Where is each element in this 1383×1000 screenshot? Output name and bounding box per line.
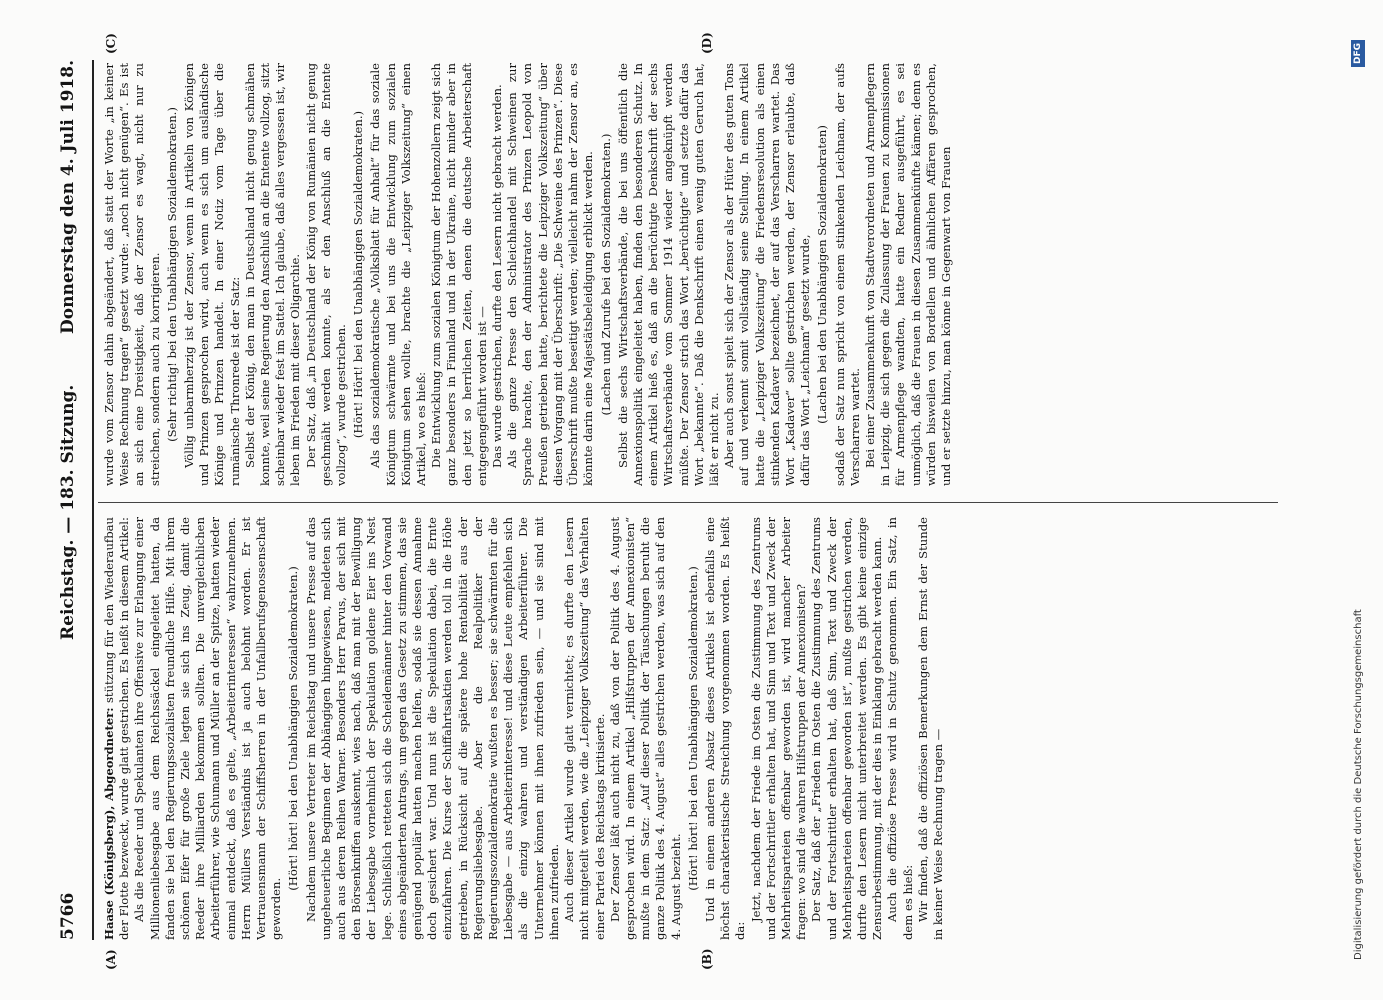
- quote-paragraph: Wir finden, daß die offiziösen Bemerkungen dem Ernst der Stunde in keiner Weise Rechnung tragen —: [915, 517, 945, 940]
- paragraph: Bei einer Zusammenkunft von Stadtverordneten und Armenpflegern in Leipzig, die sich gegen die Zulassung der Frauen zu Kommissionen für Armenpflege wandten, hatte ein Redner ausgeführt, es sei unmöglich, daß die Frauen in diesen Zusammenkünfte kämen; denn es würden bisweilen von Bordellen und ähnlichen Affären gesprochen, und er setzte hinzu, man könne in Gegenwart von Frauen: [862, 63, 953, 486]
- paragraph: Das wurde gestrichen, durfte den Lesern nicht gebracht werden.: [490, 84, 505, 468]
- paragraph: Als die ganze Presse den Schleichhandel mit Schweinen zur Sprache brachte, den der Administrator des Prinzen Leopold von Preußen getrieben hatte, berichtete die Leipziger Volkszeitung“ über diesen Vorgang mit der Überschrift: „Die Schweine des Prinzen“. Diese Überschrift mußte beseitigt werden; vielleicht nahm der Zensor an, es könnte darin eine Majestätsbeleidigung erblickt werden.: [505, 63, 596, 486]
- paragraph: Aber auch sonst spielt sich der Zensor als der Hüter des guten Tons auf und verkennt somit vollständig seine Stellung. In einem Artikel hatte die „Leipziger Volkszeitung“ die Friedensresolution als einen stinkenden Kadaver bezeichnet, der auf das Verscharren wartet. Das Wort „Kadaver“ sollte gestrichen werden, der Zensor erlaubte, daß dafür das Wort „Leichnam“ gesetzt wurde,: [722, 63, 813, 486]
- quote-paragraph: Die Entwicklung zum sozialen Königtum der Hohenzollern zeigt sich ganz besonders in Finnland und in der Ukraine, nicht minder aber in den jetzt so herrlichen Zeiten, denen die deutsche Arbeiterschaft entgegengeführt worden ist —: [429, 63, 489, 486]
- page-number: 5766: [58, 892, 78, 940]
- margin-marker-b: (B): [700, 948, 714, 970]
- credit-text: Digitalisierung gefördert durch die Deutsche Forschungsgemeinschaft: [1352, 609, 1364, 960]
- paragraph: Und in einem anderen Absatz dieses Artikels ist ebenfalls eine höchst charakteristische Streichung vorgenommen worden. Es heißt da:: [702, 517, 748, 940]
- margin-marker-c: (C): [104, 33, 118, 54]
- header-rule: [92, 60, 94, 940]
- interjection: (Sehr richtig! bei den Unabhängigen Sozialdemokraten.): [164, 107, 179, 442]
- paragraph: Auch die offiziöse Presse wird in Schutz genommen. Ein Satz, in dem es hieß:: [885, 517, 915, 940]
- session-title: Reichstag. — 183. Sitzung.: [58, 384, 78, 640]
- paragraph: Völlig unbarmherzig ist der Zensor, wenn in Artikeln von Königen und Prinzen gesprochen wird, auch wenn es sich um ausländische Könige und Prinzen handelt. In einer Notiz vom Tage über die rumänische Thronrede ist der Satz:: [182, 63, 242, 486]
- quote-paragraph: Nachdem unsere Vertreter im Reichstag und unsere Presse auf das ungeheuerliche Beginnen der Abhängigen hingewiesen, meldeten sich auch aus deren Reihen Warner. Besonders Herr Parvus, der sich mit den Börsenkniffen auskennt, wies nach, daß man mit der Bewilligung der Liebesgabe vornehmlich der Spekulation goldene Eier ins Nest lege. Schließlich retteten sich die Scheidemänner hinter den Vorwand eines abgeänderten Antrags, um gegen das Gesetz zu stimmen, das sie genügend populär hatten machen helfen, sodaß sie dessen Annahme doch gesichert war. Und nun ist die Spekulation dabei, die Ernte einzufahren. Die Kurse der Schiffahrtsaktien werden toll in die Höhe getrieben, in Rücksicht auf die spätere hohe Rentabilität aus der Regierungsliebesgabe. Aber die Realpolitiker der Regierungssozialdemokratie wußten es besser; sie schwärmten für die Liebesgabe — aus Arbeiterinteresse! und diese Leute empfehlen sich als die einzig wahren und verständigen Arbeiterführer. Die Unternehmer können mit ihnen zufrieden sein, — und sie sind mit ihnen zufrieden.: [303, 517, 561, 940]
- page-header: [58, 60, 88, 940]
- interjection: (Lachen und Zurufe bei den Sozialdemokraten.): [598, 133, 613, 416]
- interjection: (Hört! hört! bei den Unabhängigen Sozialdemokraten.): [685, 566, 700, 891]
- paragraph: Der Zensor läßt auch nicht zu, daß von der Politik des 4. August gesprochen wird. In einem Artikel „Hilfstruppen der Annexionisten“ mußte in dem Satz: „Auf dieser Politik der Täuschungen beruht die ganze Politik des 4. August“ alles gestrichen werden, was sich auf den 4. August bezieht.: [607, 517, 683, 940]
- quote-paragraph: Selbst der König, den man in Deutschland nicht genug schmähen konnte, weil seine Regierung den Anschluß an die Entente vollzog, sitzt scheinbar wieder fest im Sattel. Ich glaube, daß alles vergessen ist, wir leben im Frieden mit dieser Oligarchie.: [242, 63, 303, 486]
- dfg-logo: DFG: [1351, 40, 1365, 67]
- paragraph: Der Satz, daß „in Deutschland der König von Rumänien nicht genug geschmäht werden konnte, als er den Anschluß an die Entente vollzog“, wurde gestrichen.: [303, 63, 349, 486]
- paragraph: Auch dieser Artikel wurde glatt vernichtet; es durfte den Lesern nicht mitgeteilt werden, wie die „Leipziger Volkszeitung“ das Verhalten einer Partei des Reichstags kritisierte.: [562, 517, 607, 940]
- margin-marker-d: (D): [700, 32, 714, 54]
- digitization-credit: [1350, 40, 1366, 960]
- paragraph: stützung für den Wiederaufbau der Flotte bezweckt, wurde glatt gestrichen. Es heißt in diesem Artikel:: [102, 517, 132, 940]
- session-date: Donnerstag den 4. Juli 1918.: [58, 60, 78, 334]
- speaker-name: Haase (Königsberg), Abgeordneter:: [102, 707, 116, 940]
- paragraph: Als das sozialdemokratische „Volksblatt für Anhalt“ für das soziale Königtum schwärmte und bei uns die Entwicklung zum sozialen Königtum sehen wollte, brachte die „Leipziger Volkszeitung“ einen Artikel, wo es hieß:: [368, 63, 429, 486]
- interjection: (Hört! hört! bei den Unabhängigen Sozialdemokraten.): [286, 566, 301, 891]
- left-column: [102, 517, 1272, 940]
- paragraph: sodaß der Satz nun spricht von einem stinkenden Leichnam, der aufs Verscharren wartet.: [832, 63, 862, 486]
- paragraph: wurde vom Zensor dahin abgeändert, daß statt der Worte „in keiner Weise Rechnung tragen“ gesetzt wurde: „noch nicht genügen“. Es ist an sich eine Dreistigkeit, daß der Zensor es wagt, nicht nur zu streichen, sondern auch zu korrigieren.: [102, 63, 162, 486]
- interjection: (Lachen bei den Unabhängigen Sozialdemokraten): [815, 125, 830, 424]
- quote-paragraph: Als die Reeder und Spekulanten ihre Offensive zur Erlangung einer Millionenliebesgabe aus dem Reichssäckel eingeleitet hatten, da fanden sie bei den Regierungssozialisten freundliche Hilfe. Mit ihrem schönen Eifer für große Ziele legten sie sich ins Zeug, damit die Reeder ihre Milliarden bekommen sollten. Die unvergleichlichen Arbeiterführer, wie Schumann und Müller an der Spitze, hatten wieder einmal entdeckt, daß es gelte, „Arbeiterinteressen“ wahrzunehmen. Herrn Müllers Verständnis ist ja auch belohnt worden. Er ist Vertrauensmann der Schiffsherren in der Unfallberufsgenossenschaft geworden.: [132, 517, 284, 940]
- paragraph: Der Satz, daß der „Frieden im Osten die Zustimmung des Zentrums und der Fortschrittler erhalten hat, daß Sinn, Text und Zweck der Mehrheitsparteien offenbar geworden ist“, mußte gestrichen werden, durfte den Lesern nicht unterbreitet werden. Es gibt keine einzige Zensurbestimmung, mit der dies in Einklang gebracht werden kann.: [809, 517, 885, 940]
- column-divider: [98, 502, 1278, 503]
- interjection: (Hört! Hört! bei den Unabhängigen Sozialdemokraten.): [351, 110, 366, 439]
- margin-marker-a: (A): [104, 949, 118, 970]
- paragraph: Selbst die sechs Wirtschaftsverbände, die bei uns öffentlich die Annexionspolitik eingeleitet haben, finden den besonderen Schutz. In einem Artikel hieß es, daß an die berüchtigte Denkschrift der sechs Wirtschaftsverbände vom Sommer 1914 wieder angeknüpft werden müßte. Der Zensor strich das Wort „berüchtigte“ und setzte dafür das Wort „bekannte“. Daß die Denkschrift einen wenig guten Geruch hat, läßt er nicht zu.: [615, 63, 721, 486]
- right-column: [102, 63, 1272, 486]
- quote-paragraph: Jetzt, nachdem der Friede im Osten die Zustimmung des Zentrums und der Fortschrittler erhalten hat, und Sinn und Text und Zweck der Mehrheitsparteien offenbar geworden ist, wird mancher Arbeiter fragen: wo sind die wahren Hilfstruppen der Annexionisten?: [748, 517, 809, 940]
